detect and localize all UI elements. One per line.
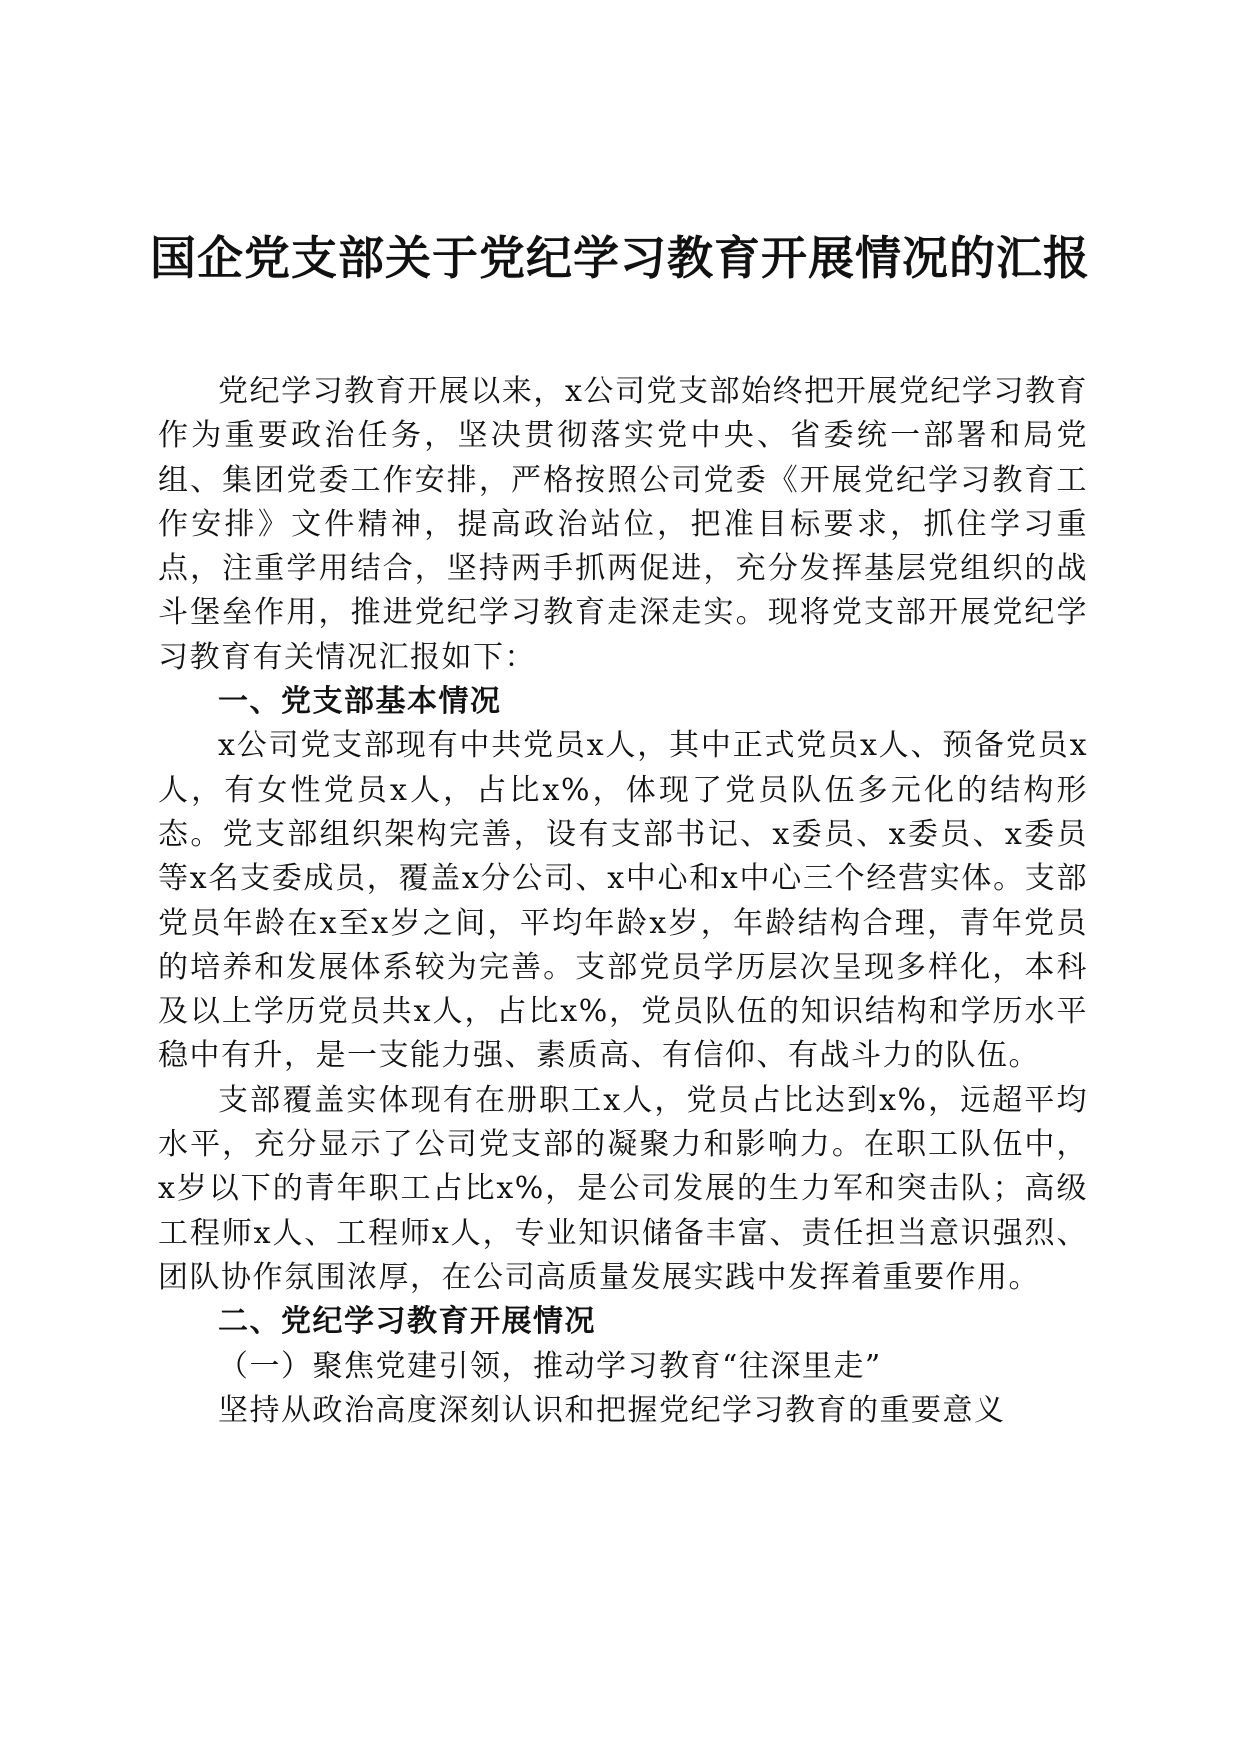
intro-paragraph: 党纪学习教育开展以来，x公司党支部始终把开展党纪学习教育作为重要政治任务，坚决贯彻落实党中央、省委统一部署和局党组、集团党委工作安排，严格按照公司党委《开展党纪学习教育工作安排》文件精神，提高政治站位，把准目标要求，抓住学习重点，注重学用结合，坚持两手抓两促进，充分发挥基层党组织的战斗堡垒作用，推进党纪学习教育走深走实。现将党支部开展党纪学习教育有关情况汇报如下： — [158, 374, 1088, 675]
section-2-subheading-1: （一）聚焦党建引领，推动学习教育“往深里走” — [218, 1348, 882, 1384]
document-title: 国企党支部关于党纪学习教育开展情况的汇报 — [150, 231, 1090, 285]
section-1-paragraph-1: x公司党支部现有中共党员x人，其中正式党员x人、预备党员x人，有女性党员x人，占比x%，体现了党员队伍多元化的结构形态。党支部组织架构完善，设有支部书记、x委员、x委员、x委员等x名支委成员，覆盖x分公司、x中心和x中心三个经营实体。支部党员年龄在x至x岁之间，平均年龄x岁，年龄结构合理，青年党员的培养和发展体系较为完善。支部党员学历层次呈现多样化，本科及以上学历党员共x人，占比x%，党员队伍的知识结构和学历水平稳中有升，是一支能力强、素质高、有信仰、有战斗力的队伍。 — [158, 728, 1088, 1074]
section-2-heading: 二、党纪学习教育开展情况 — [218, 1304, 596, 1340]
section-2-paragraph-1: 坚持从政治高度深刻认识和把握党纪学习教育的重要意义 — [218, 1392, 1006, 1428]
section-1-paragraph-2: 支部覆盖实体现有在册职工x人，党员占比达到x%，远超平均水平，充分显示了公司党支部的凝聚力和影响力。在职工队伍中，x岁以下的青年职工占比x%，是公司发展的生力军和突击队；高级工程师x人、工程师x人，专业知识储备丰富、责任担当意识强烈、团队协作氛围浓厚，在公司高质量发展实践中发挥着重要作用。 — [158, 1082, 1088, 1295]
section-1-heading: 一、党支部基本情况 — [218, 684, 502, 720]
document-body — [158, 370, 1088, 1433]
